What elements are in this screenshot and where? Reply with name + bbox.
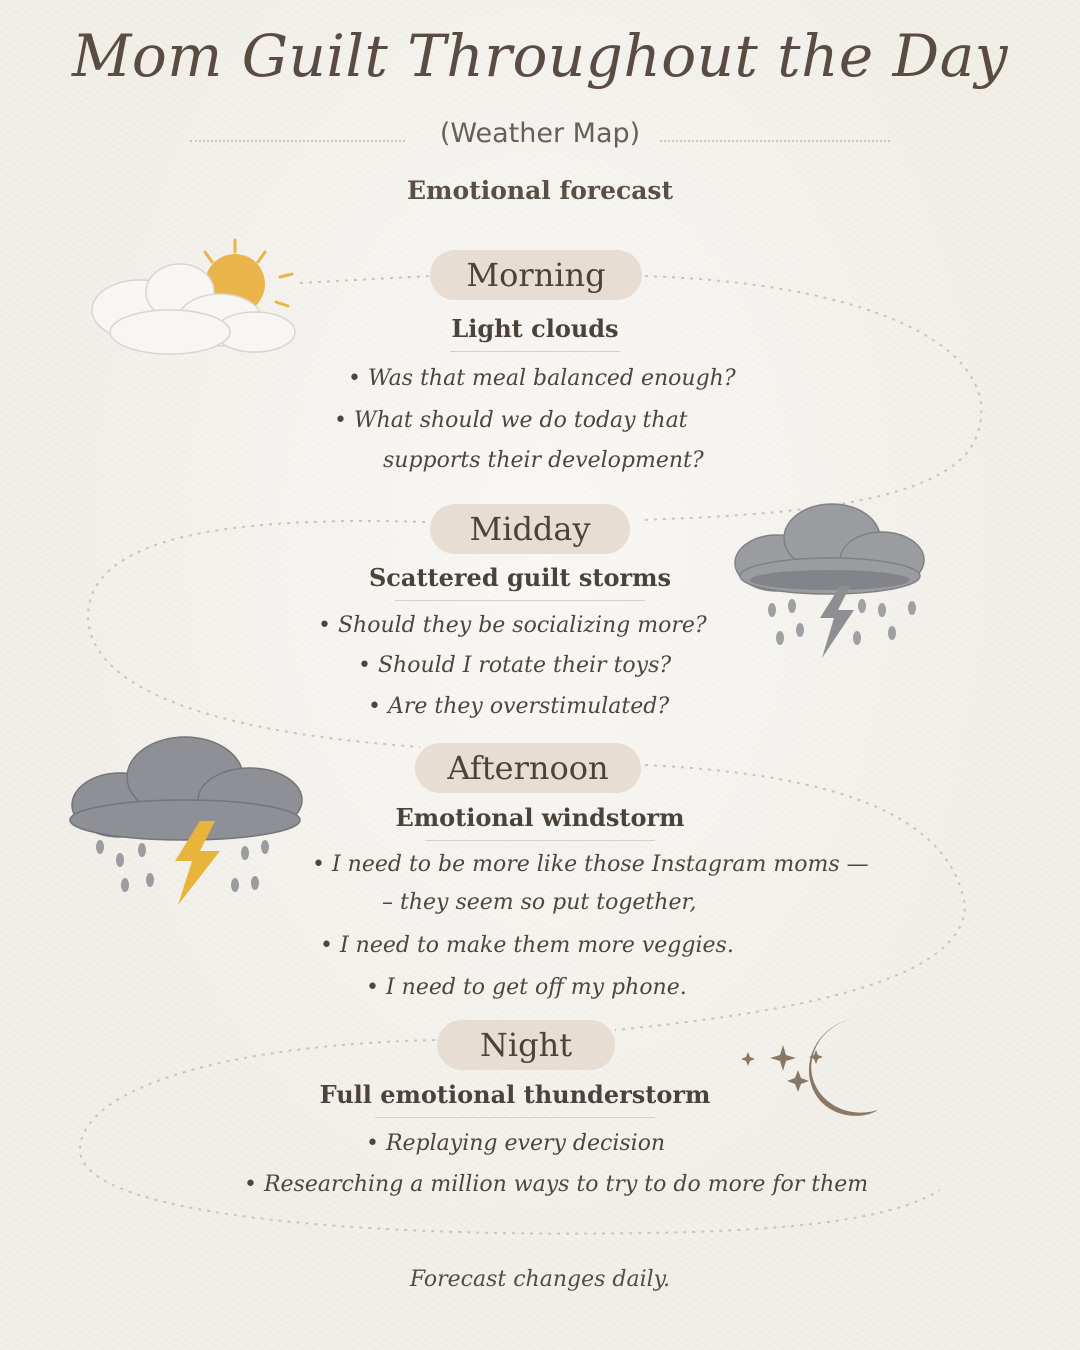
bullet-midday-1: • Should they be socializing more? bbox=[318, 613, 707, 638]
bullet-night-2: • Researching a million ways to try to do more for them bbox=[244, 1172, 869, 1197]
bullet-morning-2: • What should we do today that bbox=[334, 408, 688, 433]
period-pill-afternoon: Afternoon bbox=[415, 743, 641, 793]
bullet-morning-1: • Was that meal balanced enough? bbox=[348, 366, 736, 391]
forecast-morning bbox=[380, 314, 690, 352]
bullet-morning-3: supports their development? bbox=[383, 448, 704, 473]
page-title: Mom Guilt Throughout the Day bbox=[71, 22, 1009, 90]
bullet-afternoon-4: • I need to get off my phone. bbox=[366, 975, 687, 1000]
forecast-afternoon-rule bbox=[425, 840, 655, 841]
moon-stars-icon bbox=[728, 1010, 908, 1130]
bullet-night-1: • Replaying every decision bbox=[366, 1131, 666, 1156]
period-pill-night: Night bbox=[437, 1020, 615, 1070]
bullet-midday-2: • Should I rotate their toys? bbox=[358, 653, 672, 678]
forecast-afternoon bbox=[370, 803, 710, 841]
subtitle-rule-right bbox=[660, 140, 890, 142]
forecast-night bbox=[300, 1080, 730, 1118]
bullet-midday-3: • Are they overstimulated? bbox=[368, 694, 670, 719]
forecast-afternoon-label: Emotional windstorm bbox=[395, 803, 685, 832]
bullet-afternoon-2: – they seem so put together, bbox=[382, 890, 697, 915]
bullet-afternoon-1: • I need to be more like those Instagram moms — bbox=[312, 852, 869, 877]
bullet-afternoon-3: • I need to make them more veggies. bbox=[320, 933, 734, 958]
page-tagline: Emotional forecast bbox=[406, 176, 674, 205]
page-subtitle: (Weather Map) bbox=[439, 118, 641, 149]
storm-cloud-icon bbox=[722, 498, 937, 668]
forecast-midday bbox=[340, 563, 700, 601]
thunderstorm-icon bbox=[60, 735, 320, 915]
period-pill-morning: Morning bbox=[430, 250, 642, 300]
forecast-midday-label: Scattered guilt storms bbox=[368, 563, 672, 592]
forecast-morning-rule bbox=[450, 351, 620, 352]
forecast-midday-rule bbox=[395, 600, 645, 601]
forecast-night-rule bbox=[375, 1117, 655, 1118]
footer-note: Forecast changes daily. bbox=[409, 1267, 671, 1292]
forecast-night-label: Full emotional thunderstorm bbox=[319, 1080, 711, 1109]
path-morning-left bbox=[300, 276, 430, 283]
sun-cloud-icon bbox=[80, 232, 310, 362]
path-morning-loop bbox=[640, 276, 981, 520]
period-pill-midday: Midday bbox=[430, 504, 630, 554]
forecast-morning-label: Light clouds bbox=[451, 314, 619, 343]
